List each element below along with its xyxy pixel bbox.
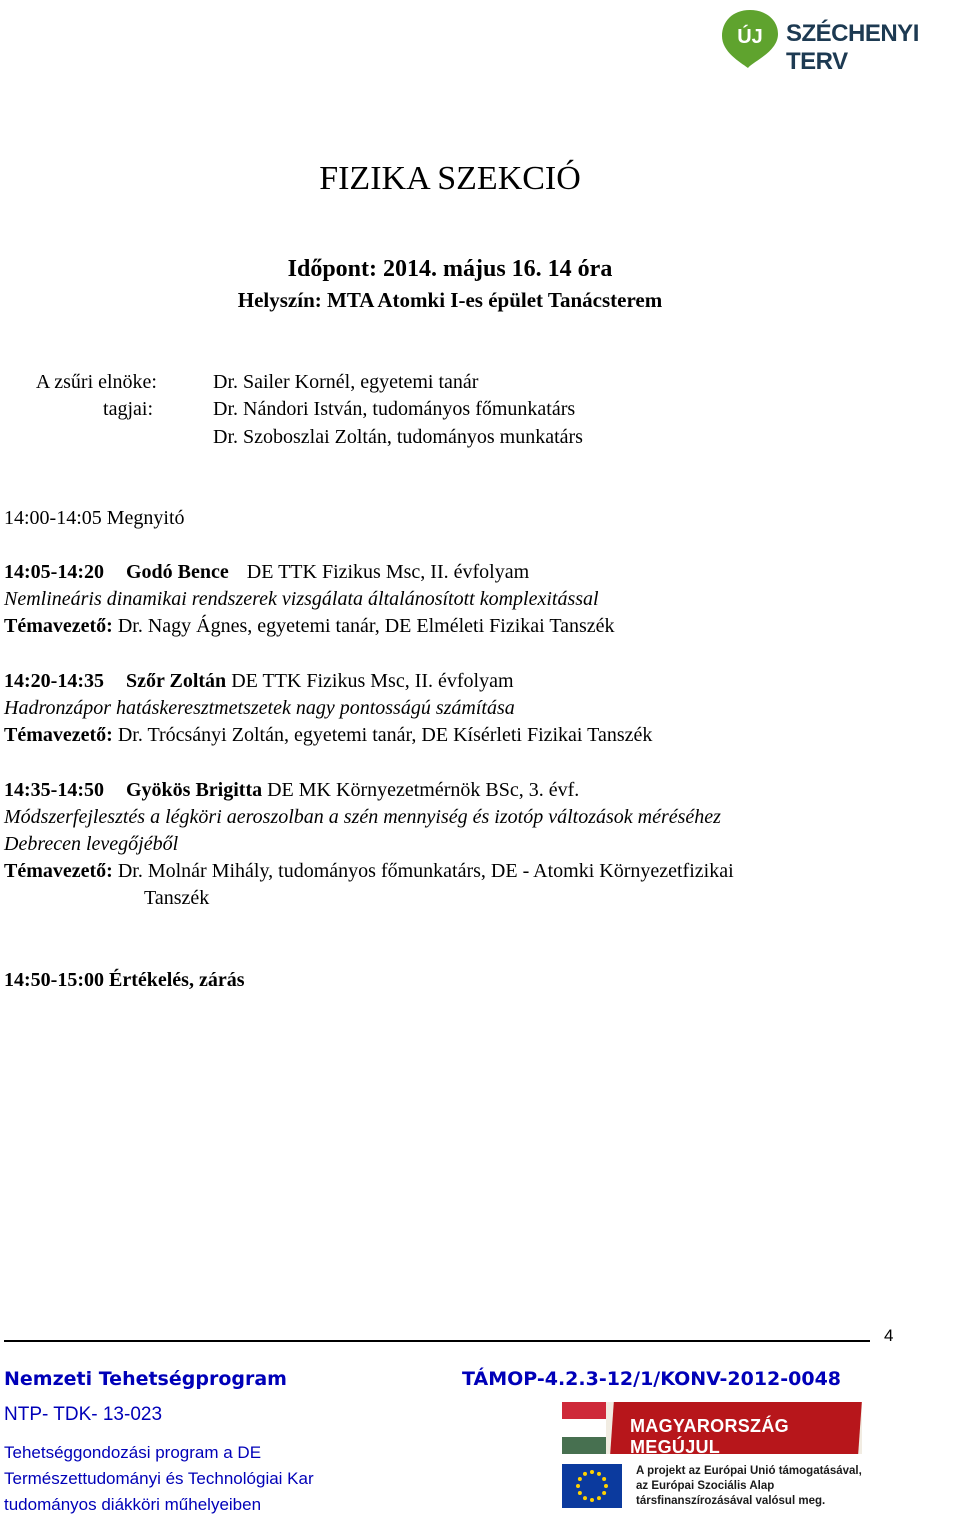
talk-time: 14:35-14:50 xyxy=(4,779,104,801)
event-place: Helyszín: MTA Atomki I-es épület Tanácsterem xyxy=(237,288,663,312)
talk-time: 14:20-14:35 xyxy=(4,670,104,692)
footer-desc-line: Tehetséggondozási program a DE xyxy=(4,1443,262,1462)
jury-member: Dr. Nándori István, tudományos főmunkatárs xyxy=(213,398,576,420)
talk-advisor: Témavezető: Dr. Molnár Mihály, tudományos főmunkatárs, DE - Atomki Környezetfizikai xyxy=(4,860,734,882)
talk-advisor-cont: Tanszék xyxy=(144,887,210,909)
talk-title-cont: Debrecen levegőjéből xyxy=(4,833,179,855)
eu-text-line: A projekt az Európai Unió támogatásával, xyxy=(636,1465,862,1477)
jury-member: Dr. Szoboszlai Zoltán, tudományos munkatárs xyxy=(213,426,583,448)
talk-advisor: Témavezető: Dr. Nagy Ágnes, egyetemi tanár, DE Elméleti Fizikai Tanszék xyxy=(4,615,615,637)
eu-flag-icon xyxy=(562,1464,622,1508)
footer-divider xyxy=(4,1340,870,1342)
talk-title: Nemlineáris dinamikai rendszerek vizsgálata általánosított komplexitással xyxy=(4,588,599,610)
talk-header xyxy=(4,779,579,802)
footer-desc-line: tudományos diákköri műhelyeiben xyxy=(4,1495,262,1514)
jury-members-label: tagjai: xyxy=(103,398,153,420)
jury-chair-label: A zsűri elnöke: xyxy=(35,371,157,393)
jury-chair: Dr. Sailer Kornél, egyetemi tanár xyxy=(213,371,479,393)
footer-code: TÁMOP-4.2.3-12/1/KONV-2012-0048 xyxy=(462,1368,842,1390)
logo-text: SZÉCHENYI TERV xyxy=(786,20,919,75)
magyarorszag-megujul-banner xyxy=(562,1402,862,1457)
footer-program: Nemzeti Tehetségprogram xyxy=(4,1368,287,1390)
talk-header xyxy=(4,670,514,693)
page-title: FIZIKA SZEKCIÓ xyxy=(319,160,581,197)
talk-header xyxy=(4,561,529,584)
talk-affiliation: DE TTK Fizikus Msc, II. évfolyam xyxy=(246,561,530,583)
talk-time: 14:05-14:20 xyxy=(4,561,104,583)
talk-title: Módszerfejlesztés a légköri aeroszolban a szén mennyiség és izotóp változások méréséhez xyxy=(4,806,721,828)
footer-ntp: NTP- TDK- 13-023 xyxy=(4,1404,163,1425)
talk-affiliation: DE TTK Fizikus Msc, II. évfolyam xyxy=(231,670,514,692)
talk-affiliation: DE MK Környezetmérnök BSc, 3. évf. xyxy=(267,779,580,801)
talk-speaker: Gyökös Brigitta xyxy=(125,779,263,801)
szechenyi-leaf-icon xyxy=(718,6,782,70)
talk-speaker: Godó Bence xyxy=(125,561,229,583)
eu-funding-notice xyxy=(562,1462,862,1510)
szechenyi-terv-logo xyxy=(718,6,958,75)
event-time: Időpont: 2014. május 16. 14 óra xyxy=(287,256,613,282)
page-number: 4 xyxy=(884,1326,894,1345)
eu-text-line: az Európai Szociális Alap xyxy=(636,1480,775,1492)
banner-text: MAGYARORSZÁG MEGÚJUL xyxy=(630,1416,789,1457)
footer-desc-line: Természettudományi és Technológiai Kar xyxy=(4,1469,314,1488)
talk-title: Hadronzápor hatáskeresztmetszetek nagy pontosságú számítása xyxy=(4,697,515,719)
opening-line: 14:00-14:05 Megnyitó xyxy=(4,507,185,529)
talk-advisor: Témavezető: Dr. Trócsányi Zoltán, egyetemi tanár, DE Kísérleti Fizikai Tanszék xyxy=(4,724,653,746)
talk-speaker: Szőr Zoltán xyxy=(125,670,227,692)
closing-line: 14:50-15:00 Értékelés, zárás xyxy=(4,969,245,991)
svg-text:ÚJ: ÚJ xyxy=(737,26,763,48)
eu-text-line: társfinanszírozásával valósul meg. xyxy=(636,1495,826,1507)
hungarian-flag-icon xyxy=(562,1402,606,1454)
